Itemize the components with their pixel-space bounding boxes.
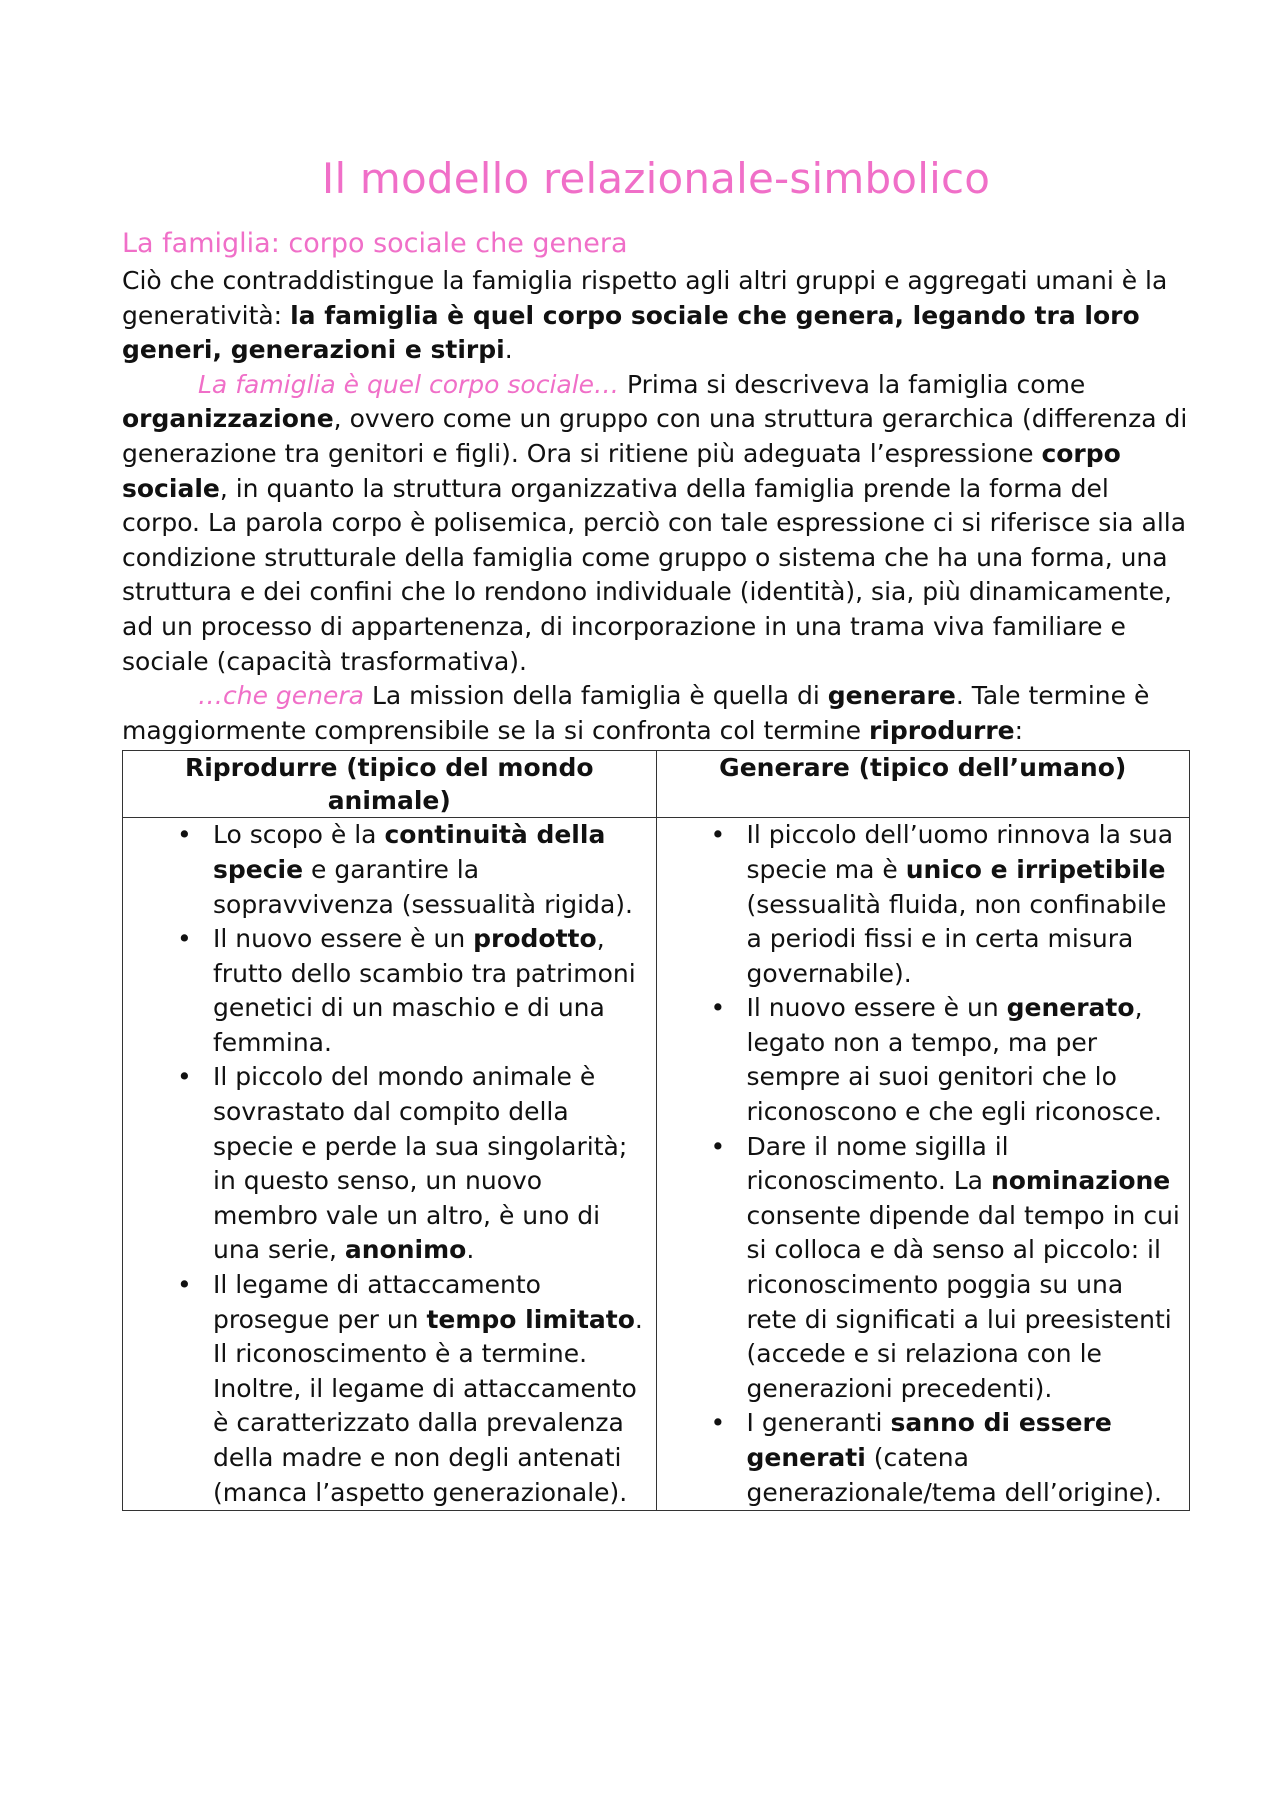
bullet-icon: • xyxy=(177,924,192,954)
bullet-icon: • xyxy=(177,820,192,850)
document-title: Il modello relazionale-simbolico xyxy=(321,154,991,203)
genera-text-1: La mission della famiglia è quella di xyxy=(364,681,828,711)
item-text: Dare il nome sigilla il riconoscimento. La xyxy=(746,1131,1009,1196)
list-item xyxy=(123,1060,648,1268)
corpo-text-2: , ovvero come un gruppo con una struttura gerarchica (differenza di generazione tra genitori e figli). Ora si ritiene più adeguata l’espressione xyxy=(122,404,1188,468)
section-heading: La famiglia: corpo sociale che genera xyxy=(122,228,628,259)
corpo-sociale-paragraph xyxy=(122,368,1190,679)
bullet-icon: • xyxy=(177,1062,192,1092)
item-bold: nominazione xyxy=(990,1166,1171,1196)
list-item xyxy=(657,818,1182,991)
list-item xyxy=(657,991,1182,1129)
item-bold: tempo limitato xyxy=(426,1304,635,1334)
corpo-bold-1: organizzazione xyxy=(122,404,334,434)
item-text: Il legame di attaccamento prosegue per un xyxy=(213,1270,541,1334)
cell-generare xyxy=(656,818,1190,1511)
intro-paragraph xyxy=(122,264,1190,368)
item-text: , legato non a tempo, ma per sempre ai suoi genitori che lo riconoscono e che egli riconosce. xyxy=(746,993,1162,1127)
item-text: Il piccolo dell’uomo rinnova la sua specie ma è xyxy=(746,820,1174,884)
item-bold: sanno di essere generati xyxy=(746,1408,1112,1472)
genera-bold-2: riprodurre xyxy=(869,715,1015,745)
intro-bold-1: la famiglia è quel corpo sociale che genera, legando tra loro generi, generazioni e stirpi xyxy=(122,300,1140,365)
genera-text-3: : xyxy=(1014,715,1024,745)
corpo-text-1: Prima si descriveva la famiglia come xyxy=(619,369,1086,399)
table-row xyxy=(123,818,1190,1511)
corpo-sociale-lead: La famiglia è quel corpo sociale… xyxy=(198,369,620,399)
header-riprodurre: Riprodurre (tipico del mondo animale) xyxy=(123,751,657,818)
item-text: I generanti xyxy=(746,1408,891,1438)
item-bold: anonimo xyxy=(344,1235,467,1265)
item-bold: unico e irripetibile xyxy=(905,854,1166,884)
bullet-icon: • xyxy=(710,993,726,1023)
bullet-icon: • xyxy=(710,1131,726,1161)
list-item xyxy=(657,1130,1182,1407)
generare-list xyxy=(657,818,1182,1510)
riprodurre-list xyxy=(123,818,648,1510)
document-page xyxy=(122,150,1190,1511)
item-text: . Il riconoscimento è a termine. Inoltre, il legame di attaccamento è caratterizzato dalla prevalenza della madre e non degli antenati (manca l’aspetto generazionale). xyxy=(213,1304,643,1507)
corpo-text-3: , in quanto la struttura organizzativa della famiglia prende la forma del corpo. La parola corpo è polisemica, perciò con tale espressione ci si riferisce sia alla condizione strutturale della famiglia come gruppo o sistema che ha una forma, una struttura e dei confini che lo rendono individuale (identità), sia, più dinamicamente, ad un processo di appartenenza, di incorporazione in una trama viva familiare e sociale (capacità trasformativa). xyxy=(122,473,1187,676)
intro-text-2: . xyxy=(504,335,513,365)
item-bold: continuità della specie xyxy=(213,820,606,884)
item-text: Il nuovo essere è un xyxy=(213,924,474,954)
item-text: Il piccolo del mondo animale è sovrastato dal compito della specie e perde la sua singolarità; in questo senso, un nuovo membro vale un altro, è uno di una serie, xyxy=(213,1062,628,1265)
cell-riprodurre xyxy=(123,818,657,1511)
genera-text-2: . Tale termine è maggiormente comprensibile se la si confronta col termine xyxy=(122,681,1150,745)
item-text: e garantire la sopravvivenza (sessualità rigida). xyxy=(213,854,633,919)
genera-paragraph xyxy=(122,679,1190,748)
comparison-table xyxy=(122,750,1190,1511)
bullet-icon: • xyxy=(710,820,726,850)
table-header-row xyxy=(123,751,1190,818)
list-item xyxy=(123,1268,648,1510)
item-text: (sessualità fluida, non confinabile a periodi fissi e in certa misura governabile). xyxy=(746,889,1167,988)
item-text: consente dipende dal tempo in cui si colloca e dà senso al piccolo: il riconoscimento poggia su una rete di significati a lui preesistenti (accede e si relaziona con le generazioni precedenti). xyxy=(746,1200,1180,1403)
genera-lead: …che genera xyxy=(198,681,364,711)
item-text: Il nuovo essere è un xyxy=(746,993,1007,1023)
intro-text-1: Ciò che contraddistingue la famiglia rispetto agli altri gruppi e aggregati umani è la generatività: xyxy=(122,266,1168,330)
item-text: Lo scopo è la xyxy=(213,820,385,850)
item-text: (catena generazionale/tema dell’origine). xyxy=(746,1443,1163,1507)
list-item xyxy=(657,1406,1182,1510)
header-generare: Generare (tipico dell’umano) xyxy=(656,751,1190,818)
item-text: , frutto dello scambio tra patrimoni genetici di un maschio e di una femmina. xyxy=(213,924,636,1057)
bullet-icon: • xyxy=(177,1270,192,1300)
corpo-bold-2: corpo sociale xyxy=(122,438,1121,503)
list-item xyxy=(123,922,648,1060)
genera-bold-1: generare xyxy=(827,681,956,711)
item-text: . xyxy=(466,1235,475,1265)
item-bold: generato xyxy=(1006,993,1135,1023)
bullet-icon: • xyxy=(710,1408,726,1438)
item-bold: prodotto xyxy=(473,924,597,954)
list-item xyxy=(123,818,648,922)
